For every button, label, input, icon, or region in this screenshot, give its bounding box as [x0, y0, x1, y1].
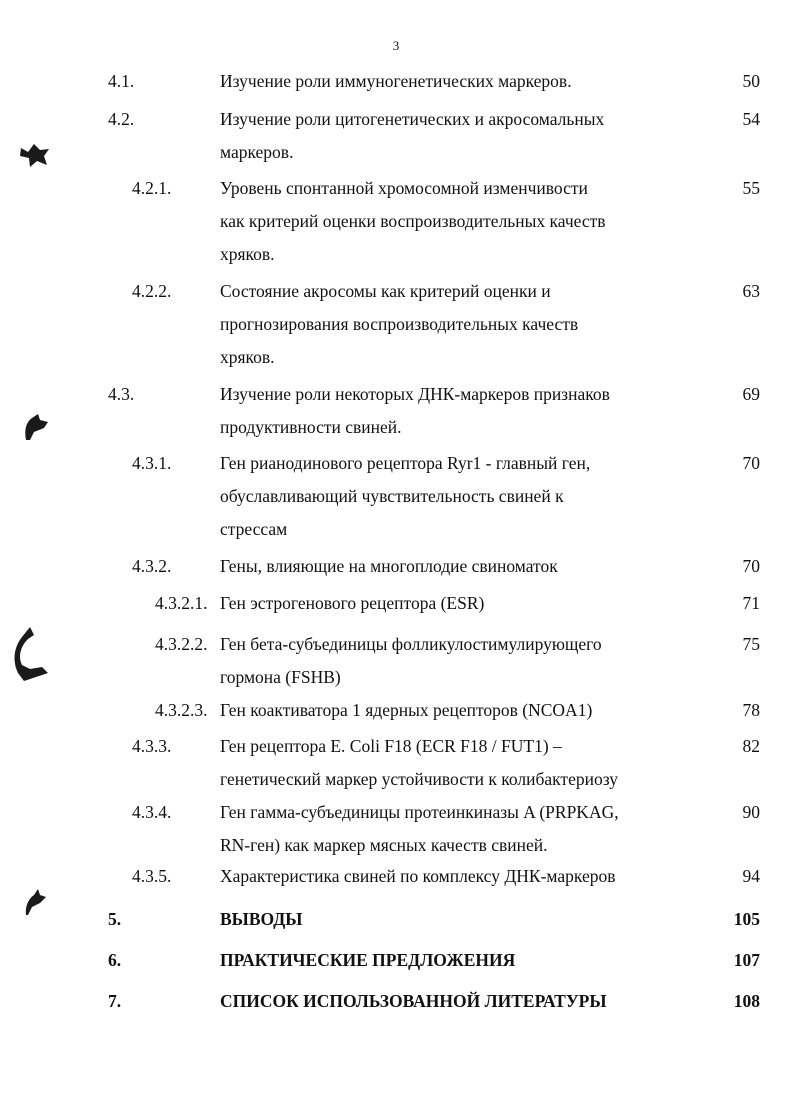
- toc-entry-title: [220, 860, 660, 893]
- toc-entry-number: 4.3.3.: [132, 736, 172, 756]
- toc-entry-title-line: Ген эстрогенового рецептора (ESR): [220, 593, 485, 613]
- toc-entry-title-line: Уровень спонтанной хромосомной изменчивости: [220, 178, 588, 198]
- toc-entry-number: 4.3.2.1.: [155, 593, 208, 613]
- toc-entry-title-line: маркеров.: [220, 142, 294, 162]
- toc-entry-page: 70: [742, 556, 760, 576]
- toc-entry-title: [220, 730, 660, 796]
- toc-entry-title: [220, 944, 660, 977]
- toc-entry-page: 54: [742, 109, 760, 129]
- scan-artifact-mark: [20, 410, 52, 446]
- toc-entry-number: 4.2.2.: [132, 281, 172, 301]
- toc-entry-title-line: Ген гамма-субъединицы протеинкиназы A (PRPKAG,: [220, 802, 619, 822]
- toc-entry-title-line: прогнозирования воспроизводительных качеств: [220, 314, 579, 334]
- toc-entry-page: 70: [742, 453, 760, 473]
- toc-entry-title: [220, 275, 660, 374]
- toc-entry-title: [220, 903, 660, 936]
- toc-entry-title-line: Характеристика свиней по комплексу ДНК-маркеров: [220, 866, 616, 886]
- toc-entry-title-line: как критерий оценки воспроизводительных качеств: [220, 211, 606, 231]
- toc-entry-title-line: Гены, влияющие на многоплодие свиноматок: [220, 556, 558, 576]
- toc-entry-title: [220, 550, 660, 583]
- toc-entry-title-line: Ген бета-субъединицы фолликулостимулирующего: [220, 634, 602, 654]
- toc-entry-title-line: ПРАКТИЧЕСКИЕ ПРЕДЛОЖЕНИЯ: [220, 950, 516, 970]
- scan-artifact-mark: [18, 140, 52, 170]
- toc-entry-number: 6.: [108, 950, 122, 970]
- toc-entry-title: [220, 65, 660, 98]
- toc-entry-title-line: стрессам: [220, 519, 288, 539]
- toc-entry-title-line: генетический маркер устойчивости к колибактериозу: [220, 769, 618, 789]
- toc-entry-title-line: хряков.: [220, 244, 275, 264]
- toc-entry-number: 5.: [108, 909, 122, 929]
- page-number: 3: [392, 38, 400, 53]
- toc-entry-page: 90: [742, 802, 760, 822]
- toc-entry-title-line: Ген коактиватора 1 ядерных рецепторов (NCOA1): [220, 700, 593, 720]
- toc-entry-page: 71: [742, 593, 760, 613]
- toc-entry-title-line: гормона (FSHB): [220, 667, 341, 687]
- toc-entry-title: [220, 172, 660, 271]
- toc-entry-title: [220, 447, 660, 546]
- toc-entry-title-line: Ген рецептора E. Coli F18 (ECR F18 / FUT1) –: [220, 736, 562, 756]
- toc-entry-number: 4.3.: [108, 384, 135, 404]
- toc-entry-title: [220, 587, 660, 620]
- toc-entry-page: 78: [742, 700, 760, 720]
- toc-entry-number: 4.2.1.: [132, 178, 172, 198]
- toc-entry-title: [220, 985, 660, 1018]
- toc-entry-number: 4.3.1.: [132, 453, 172, 473]
- toc-entry-title-line: Состояние акросомы как критерий оценки и: [220, 281, 551, 301]
- toc-entry-title-line: Изучение роли иммуногенетических маркеров.: [220, 71, 572, 91]
- toc-entry-page: 107: [733, 950, 760, 970]
- toc-entry-number: 4.2.: [108, 109, 135, 129]
- toc-entry-title-line: RN-ген) как маркер мясных качеств свиней.: [220, 835, 548, 855]
- toc-entry-title: [220, 628, 660, 694]
- toc-entry-title-line: обуславливающий чувствительность свиней к: [220, 486, 564, 506]
- toc-entry-page: 105: [733, 909, 760, 929]
- toc-entry-number: 4.3.2.3.: [155, 700, 208, 720]
- scan-artifact-mark: [8, 625, 52, 683]
- toc-entry-page: 55: [742, 178, 760, 198]
- toc-entry-page: 82: [742, 736, 760, 756]
- toc-entry-number: 4.3.5.: [132, 866, 172, 886]
- toc-entry-title: [220, 378, 660, 444]
- toc-entry-title: [220, 796, 660, 862]
- scan-artifact-mark: [20, 885, 48, 919]
- toc-entry-page: 94: [742, 866, 760, 886]
- toc-entry-page: 75: [742, 634, 760, 654]
- toc-entry-page: 63: [742, 281, 760, 301]
- toc-entry-title-line: ВЫВОДЫ: [220, 909, 303, 929]
- toc-entry-number: 4.3.2.2.: [155, 634, 208, 654]
- toc-entry-number: 4.3.4.: [132, 802, 172, 822]
- toc-entry-number: 4.1.: [108, 71, 135, 91]
- toc-entry-title-line: СПИСОК ИСПОЛЬЗОВАННОЙ ЛИТЕРАТУРЫ: [220, 991, 607, 1011]
- toc-entry-page: 69: [742, 384, 760, 404]
- toc-entry-page: 108: [733, 991, 760, 1011]
- toc-entry-title-line: хряков.: [220, 347, 275, 367]
- toc-entry-title-line: Изучение роли некоторых ДНК-маркеров признаков: [220, 384, 610, 404]
- toc-entry-title: [220, 694, 660, 727]
- toc-entry-number: 7.: [108, 991, 122, 1011]
- toc-entry-title-line: Изучение роли цитогенетических и акросомальных: [220, 109, 605, 129]
- toc-entry-title-line: продуктивности свиней.: [220, 417, 402, 437]
- toc-entry-page: 50: [742, 71, 760, 91]
- toc-entry-number: 4.3.2.: [132, 556, 172, 576]
- toc-entry-title: [220, 103, 660, 169]
- toc-entry-title-line: Ген рианодинового рецептора Ryr1 - главный ген,: [220, 453, 591, 473]
